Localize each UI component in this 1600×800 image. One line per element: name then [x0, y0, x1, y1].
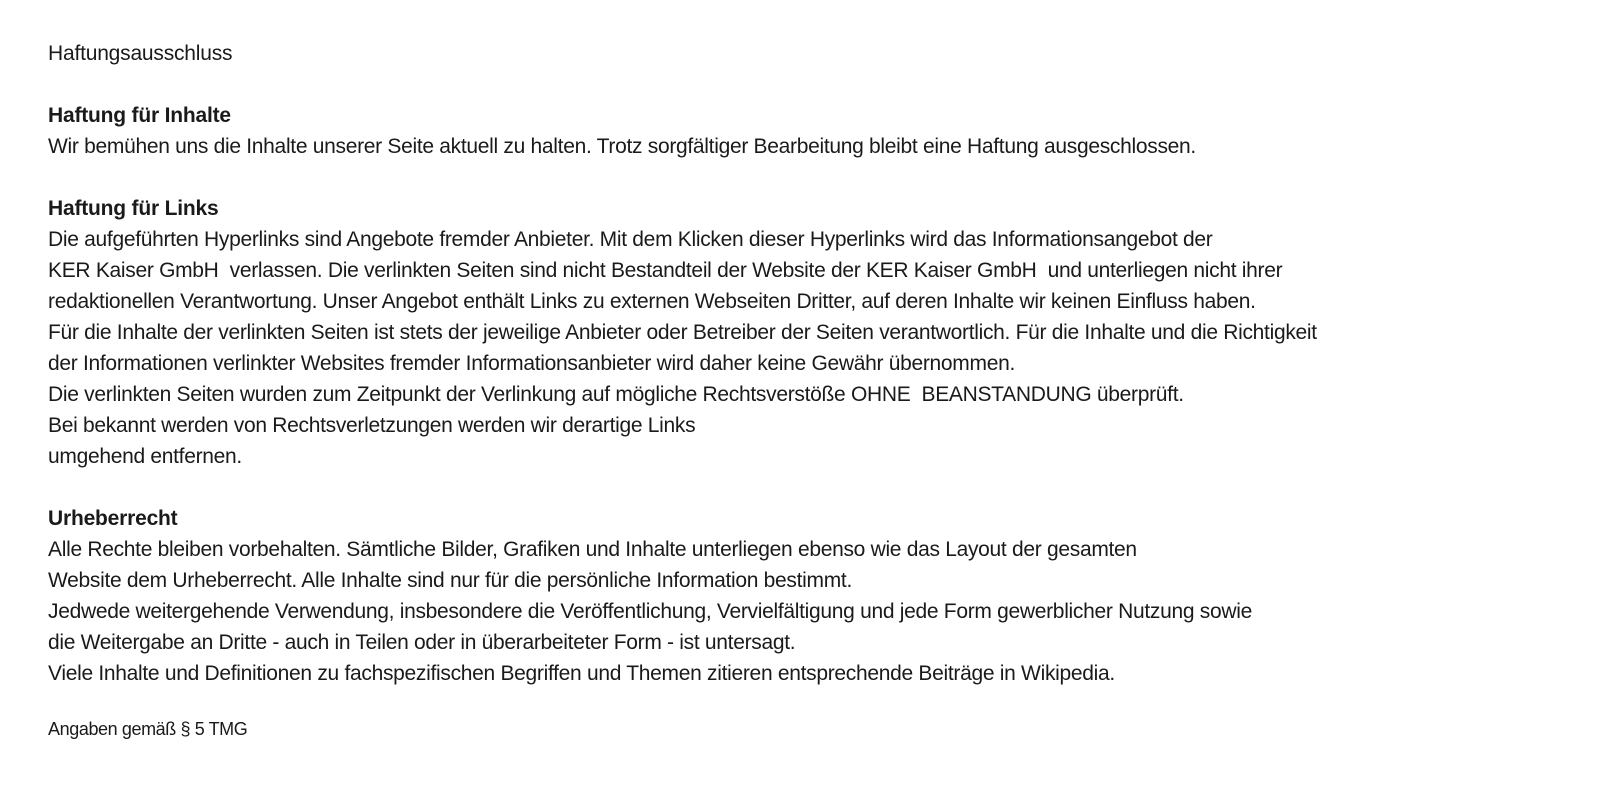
- paragraph-line: Bei bekannt werden von Rechtsverletzungen werden wir derartige Links: [48, 414, 696, 437]
- paragraph-line: Wir bemühen uns die Inhalte unserer Seite aktuell zu halten. Trotz sorgfältiger Bearbeitung bleibt eine Haftung ausgeschlossen.: [48, 135, 1196, 158]
- section-link-liability: [48, 193, 1548, 472]
- paragraph-line: Jedwede weitergehende Verwendung, insbesondere die Veröffentlichung, Vervielfältigung und jede Form gewerblicher Nutzung sowie: [48, 600, 1252, 623]
- section-heading: Urheberrecht: [48, 507, 178, 530]
- paragraph-line: der Informationen verlinkter Websites fremder Informationsanbieter wird daher keine Gewähr übernommen.: [48, 352, 1015, 375]
- paragraph-line: Viele Inhalte und Definitionen zu fachspezifischen Begriffen und Themen zitieren entsprechende Beiträge in Wikipedia.: [48, 662, 1115, 685]
- spacer: [48, 162, 1548, 193]
- spacer: [48, 69, 1548, 100]
- spacer: [48, 472, 1548, 503]
- section-heading: Haftung für Links: [48, 197, 219, 220]
- section-copyright: [48, 503, 1548, 689]
- paragraph-line: umgehend entfernen.: [48, 445, 242, 468]
- spacer: [48, 689, 1548, 715]
- section-content-liability: [48, 100, 1548, 162]
- paragraph-line: redaktionellen Verantwortung. Unser Angebot enthält Links zu externen Webseiten Dritter, auf deren Inhalte wir keinen Einfluss haben.: [48, 290, 1256, 313]
- disclaimer-document: [48, 38, 1548, 743]
- paragraph-line: Die verlinkten Seiten wurden zum Zeitpunkt der Verlinkung auf mögliche Rechtsverstöße OHNE BEANSTANDUNG überprüft.: [48, 383, 1184, 406]
- paragraph-line: Alle Rechte bleiben vorbehalten. Sämtliche Bilder, Grafiken und Inhalte unterliegen ebenso wie das Layout der gesamten: [48, 538, 1137, 561]
- legal-notice-reference: Angaben gemäß § 5 TMG: [48, 719, 248, 739]
- paragraph-line: Website dem Urheberrecht. Alle Inhalte sind nur für die persönliche Information bestimmt.: [48, 569, 852, 592]
- paragraph-line: Für die Inhalte der verlinkten Seiten ist stets der jeweilige Anbieter oder Betreiber der Seiten verantwortlich. Für die Inhalte und die Richtigkeit: [48, 321, 1317, 344]
- section-heading: Haftung für Inhalte: [48, 104, 231, 127]
- paragraph-line: Die aufgeführten Hyperlinks sind Angebote fremder Anbieter. Mit dem Klicken dieser Hyperlinks wird das Informationsangebot der: [48, 228, 1213, 251]
- paragraph-line: KER Kaiser GmbH verlassen. Die verlinkten Seiten sind nicht Bestandteil der Website der KER Kaiser GmbH und unterliegen nicht ihrer: [48, 259, 1283, 282]
- document-title: Haftungsausschluss: [48, 42, 233, 65]
- paragraph-line: die Weitergabe an Dritte - auch in Teilen oder in überarbeiteter Form - ist untersagt.: [48, 631, 796, 654]
